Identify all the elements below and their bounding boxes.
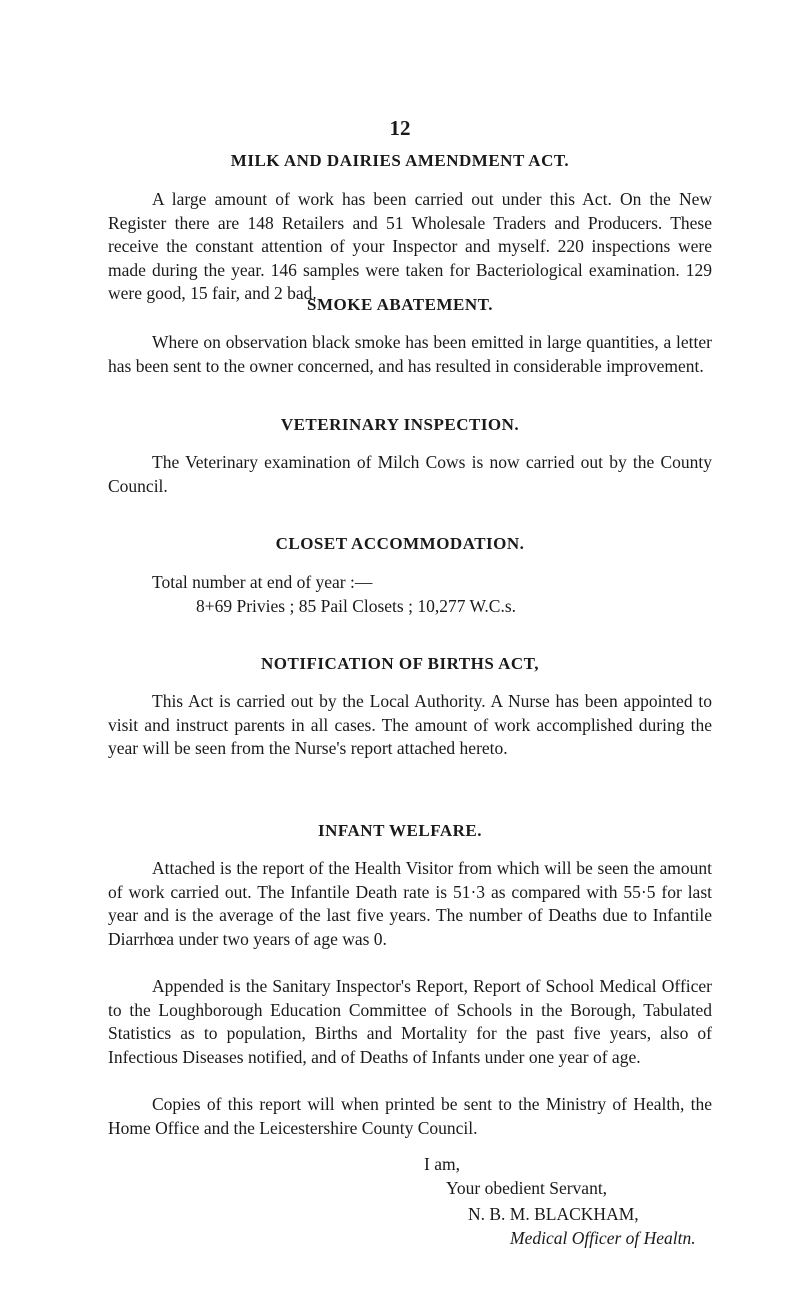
paragraph-notification-births: This Act is carried out by the Local Authority. A Nurse has been appointed to visit and instruct parents in all cases. The amount of work accomplished during the year will be seen from the Nurse's report attached hereto. bbox=[108, 691, 712, 758]
closet-counts: 8+69 Privies ; 85 Pail Closets ; 10,277 W.C.s. bbox=[196, 596, 517, 616]
page-number: 12 bbox=[389, 116, 411, 140]
closing-servant: Your obedient Servant, bbox=[446, 1178, 608, 1198]
paragraph-infant-welfare-2: Appended is the Sanitary Inspector's Report, Report of School Medical Officer to the Loughborough Education Committee of Schools in the Borough, Tabulated Statistics as to population, Births and Mortality for the past five years, also of Infectious Diseases notified, and of Deaths of Infants under one year of age. bbox=[108, 976, 712, 1067]
paragraph-milk-dairies: A large amount of work has been carried out under this Act. On the New Register there are 148 Retailers and 51 Wholesale Traders and Producers. These receive the constant attention of your Inspector and myself. 220 inspections were made during the year. 146 samples were taken for Bacteriological examination. 129 were good, 15 fair, and 2 bad. bbox=[108, 189, 712, 303]
closing-i-am: I am, bbox=[424, 1154, 460, 1174]
closet-total-label: Total number at end of year :— bbox=[152, 572, 373, 592]
heading-milk-dairies: MILK AND DAIRIES AMENDMENT ACT. bbox=[230, 151, 570, 170]
signature-title: Medical Officer of Healtn. bbox=[510, 1228, 696, 1248]
paragraph-smoke-abatement: Where on observation black smoke has been emitted in large quantities, a letter has been sent to the owner concerned, and has resulted in considerable improvement. bbox=[108, 332, 712, 376]
signature-name: N. B. M. BLACKHAM, bbox=[468, 1204, 639, 1224]
heading-infant-welfare: INFANT WELFARE. bbox=[318, 821, 482, 840]
paragraph-infant-welfare-1: Attached is the report of the Health Visitor from which will be seen the amount of work carried out. The Infantile Death rate is 51·3 as compared with 55·5 for last year and is the average of the last five years. The number of Deaths due to Infantile Diarrhœa under two years of age was 0. bbox=[108, 858, 712, 949]
paragraph-infant-welfare-3: Copies of this report will when printed be sent to the Ministry of Health, the Home Office and the Leicestershire County Council. bbox=[108, 1094, 712, 1138]
paragraph-veterinary-inspection: The Veterinary examination of Milch Cows is now carried out by the County Council. bbox=[108, 452, 712, 496]
heading-notification-births: NOTIFICATION OF BIRTHS ACT, bbox=[260, 654, 540, 673]
heading-closet-accommodation: CLOSET ACCOMMODATION. bbox=[275, 534, 525, 553]
heading-veterinary-inspection: VETERINARY INSPECTION. bbox=[280, 415, 520, 434]
heading-smoke-abatement: SMOKE ABATEMENT. bbox=[307, 295, 493, 314]
